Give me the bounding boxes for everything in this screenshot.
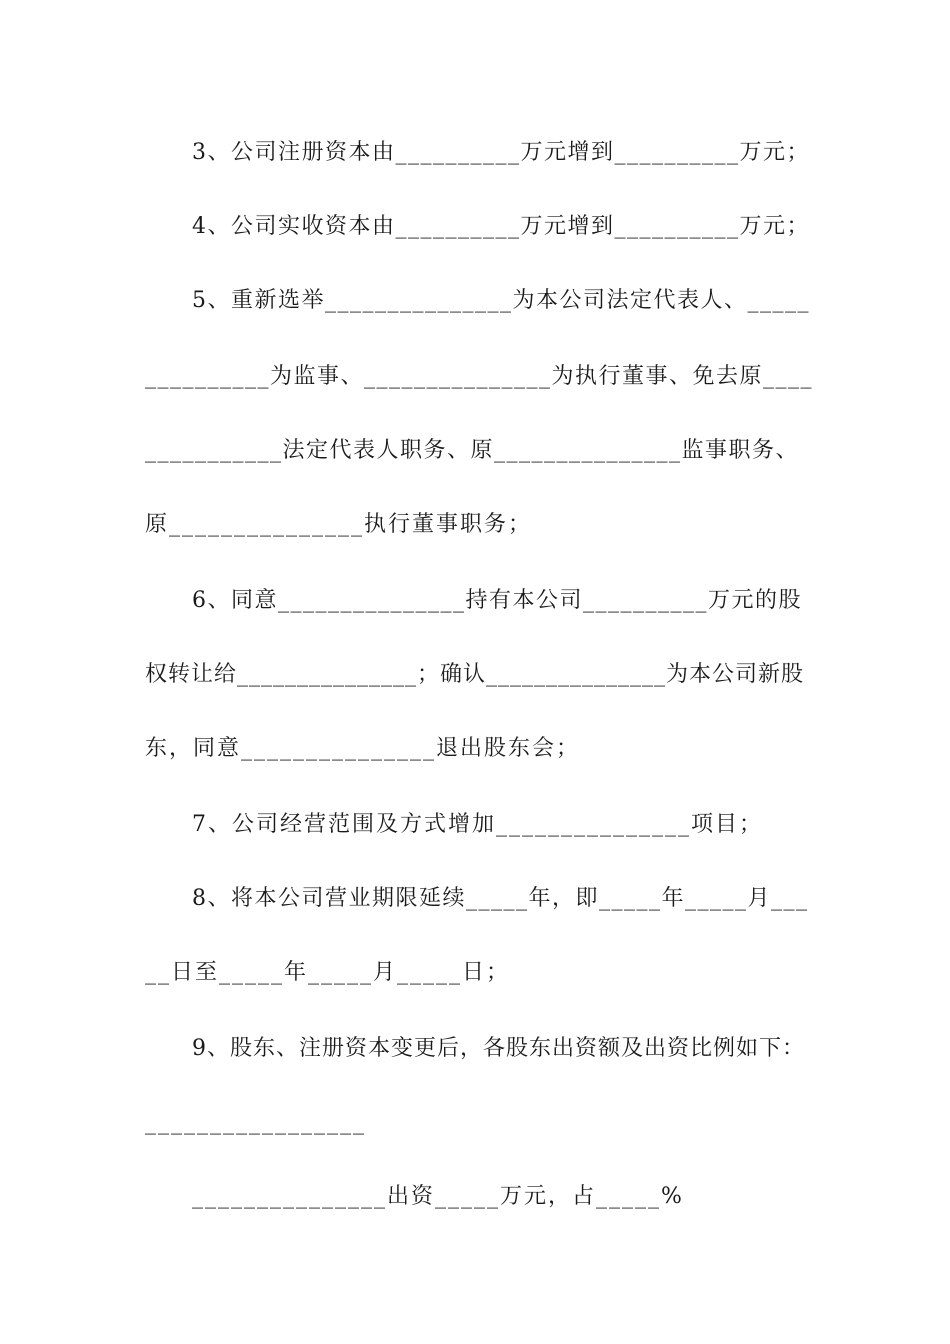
paragraph-line-14: _________________ [145,1110,366,1135]
paragraph-line-15: _______________出资_____万元，占_____% [192,1184,684,1209]
paragraph-line-8: 权转让给_______________；确认_______________为本公司新股 [145,662,805,687]
paragraph-line-2: 4、公司实收资本由__________万元增到__________万元； [192,214,810,239]
paragraph-line-3: 5、重新选举_______________为本公司法定代表人、_____ [192,288,810,313]
paragraph-line-7: 6、同意_______________持有本公司__________万元的股 [192,588,802,613]
paragraph-line-1: 3、公司注册资本由__________万元增到__________万元； [192,140,810,165]
paragraph-line-4: __________为监事、_______________为执行董事、免去原____ [145,364,814,389]
paragraph-line-12: __日至_____年_____月_____日； [145,960,511,985]
paragraph-line-10: 7、公司经营范围及方式增加_______________项目； [192,812,763,837]
paragraph-line-9: 东，同意_______________退出股东会； [145,736,581,761]
paragraph-line-11: 8、将本公司营业期限延续_____年，即_____年_____月___ [192,886,809,911]
paragraph-line-6: 原_______________执行董事职务； [145,512,533,537]
paragraph-line-5: ___________法定代表人职务、原_______________监事职务、 [145,438,800,463]
paragraph-line-13: 9、股东、注册资本变更后，各股东出资额及出资比例如下： [192,1036,805,1061]
